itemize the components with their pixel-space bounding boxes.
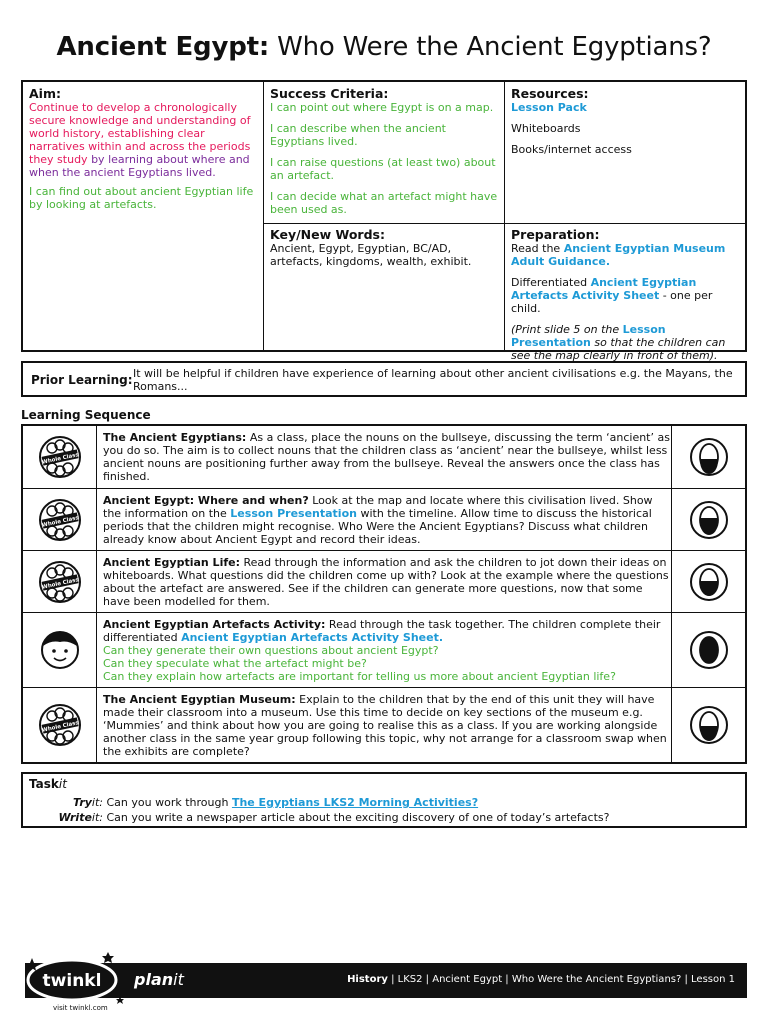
sequence-text xyxy=(103,693,671,758)
sequence-row xyxy=(23,551,745,613)
sequence-title: The Ancient Egyptian Museum: xyxy=(103,693,296,706)
try-text: Can you work through xyxy=(106,796,229,809)
prep-text: Read the xyxy=(511,242,561,255)
sequence-row xyxy=(23,489,745,551)
task-title-a: Task xyxy=(29,777,59,791)
planit-logo xyxy=(134,970,184,989)
task-title xyxy=(29,777,67,791)
preparation-cell xyxy=(505,225,745,372)
sequence-body: Look at the map and locate where this civilisation lived. Show the information on the xyxy=(103,494,653,520)
activity-sheet-link[interactable]: Ancient Egyptian Artefacts Activity Sheet. xyxy=(181,631,444,644)
keywords-text: Ancient, Egypt, Egyptian, BC/AD, artefacts, kingdoms, wealth, exhibit. xyxy=(270,242,472,268)
resources-heading: Resources: xyxy=(511,86,589,101)
prep-text: so that the children can see the map clearly in front of them). xyxy=(511,336,726,362)
badge-text: Whole Class xyxy=(40,576,79,591)
sequence-title: The Ancient Egyptians: xyxy=(103,431,247,444)
lesson-presentation-link[interactable]: Lesson Presentation xyxy=(230,507,357,520)
prior-label: Prior Learning: xyxy=(31,373,133,387)
sequence-text xyxy=(103,618,671,683)
resource-item: Books/internet access xyxy=(511,143,632,156)
write-text: Can you write a newspaper article about the exciting discovery of one of today’s artefacts? xyxy=(106,811,610,824)
logo-text: twinkl xyxy=(42,971,102,991)
aim-objective-focus: by learning about where and when the ancient Egyptians lived. xyxy=(29,153,250,179)
whole-class-icon xyxy=(23,426,97,488)
prep-text: - one per child. xyxy=(511,289,713,315)
differentiation-icon xyxy=(671,688,745,762)
title-rest: Who Were the Ancient Egyptians? xyxy=(277,32,712,62)
resources-cell xyxy=(505,84,745,166)
planning-table xyxy=(21,80,747,362)
aim-heading: Aim: xyxy=(29,86,61,101)
footer-breadcrumb xyxy=(347,974,735,985)
differentiation-icon xyxy=(671,613,745,687)
whole-class-icon xyxy=(23,688,97,762)
prior-text: It will be helpful if children have experience of learning about other ancient civilisations e.g. the Mayans, the Romans... xyxy=(133,367,733,393)
sequence-body: with the timeline. Allow time to discuss the historical periods that the children might recognise. Who Were the Ancient Egyptians? Discuss what children already know about Ancient Egypt and record their ideas. xyxy=(103,507,652,546)
prep-text: (Print slide 5 on the xyxy=(511,323,620,336)
sequence-question: Can they explain how artefacts are important for telling us more about ancient Egyptian life? xyxy=(103,670,616,683)
sequence-row xyxy=(23,688,745,762)
task-box xyxy=(21,772,747,828)
sequence-row xyxy=(23,426,745,489)
aim-objective: Continue to develop a chronologically secure knowledge and understanding of world history, establishing clear narratives within and across the periods they study xyxy=(29,101,251,166)
sequence-title: Ancient Egypt: Where and when? xyxy=(103,494,309,507)
sequence-question: Can they speculate what the artefact might be? xyxy=(103,657,367,670)
resource-item: Whiteboards xyxy=(511,122,581,135)
aim-cell xyxy=(23,84,263,221)
prep-text: Differentiated xyxy=(511,276,588,289)
sequence-title: Ancient Egyptian Life: xyxy=(103,556,240,569)
whole-class-icon xyxy=(23,489,97,550)
footer-subject: History xyxy=(347,974,388,985)
badge-text: Whole Class xyxy=(40,720,79,734)
preparation-heading: Preparation: xyxy=(511,227,600,242)
task-title-b: it xyxy=(58,777,67,791)
sequence-body: Read through the information and ask the children to jot down their ideas on whiteboards. What questions did the children come up with? Look at the example where the questions about the artefact are answered. See if the children can generate more questions, now that some have been modelled for them. xyxy=(103,556,669,608)
aim-statement: I can find out about ancient Egyptian life by looking at artefacts. xyxy=(29,185,254,211)
write-it-line xyxy=(29,811,609,824)
prep-link-guidance[interactable]: Ancient Egyptian Museum Adult Guidance. xyxy=(511,242,726,268)
sequence-text xyxy=(103,494,671,546)
success-item: I can decide what an artefact might have been used as. xyxy=(270,190,498,216)
success-criteria-cell xyxy=(264,84,504,226)
try-suffix: it: xyxy=(91,796,103,809)
badge-text: Whole Class xyxy=(40,452,79,466)
try-label: Try xyxy=(73,796,92,809)
write-suffix: it: xyxy=(91,811,103,824)
child-face-icon xyxy=(23,613,97,687)
learning-sequence-table xyxy=(21,424,747,764)
prep-link-presentation[interactable]: Lesson Presentation xyxy=(511,323,666,349)
planit-b: it xyxy=(173,970,184,989)
title-bold: Ancient Egypt: xyxy=(56,32,270,62)
sequence-question: Can they generate their own questions about ancient Egypt? xyxy=(103,644,439,657)
footer-crumbs: | LKS2 | Ancient Egypt | Who Were the Ancient Egyptians? | Lesson 1 xyxy=(391,974,735,985)
write-label: Write xyxy=(58,811,92,824)
differentiation-icon xyxy=(671,489,745,550)
learning-sequence-title: Learning Sequence xyxy=(21,408,151,422)
morning-activities-link[interactable]: The Egyptians LKS2 Morning Activities? xyxy=(231,796,479,809)
sequence-body: Explain to the children that by the end of this unit they will have made their classroom into a museum. Use this time to decide on key sections of the museum e.g. ‘Mummies’ and think about how you are going to realise this as a class. If you are working alongside another class in the same year group following this topic, why not arrange for a classroom swap when the exhibits are complete? xyxy=(103,693,667,758)
sequence-row xyxy=(23,613,745,688)
keywords-cell xyxy=(264,225,504,278)
differentiation-icon xyxy=(671,426,745,488)
differentiation-icon xyxy=(671,551,745,612)
page-title xyxy=(0,32,768,62)
prep-link-activity-sheet[interactable]: Ancient Egyptian Artefacts Activity Sheet xyxy=(511,276,697,302)
whole-class-icon xyxy=(23,551,97,612)
prior-learning-box xyxy=(21,361,747,397)
success-item: I can point out where Egypt is on a map. xyxy=(270,101,494,114)
sequence-title: Ancient Egyptian Artefacts Activity: xyxy=(103,618,326,631)
resource-link[interactable]: Lesson Pack xyxy=(511,101,587,114)
badge-text: Whole Class xyxy=(40,514,79,529)
success-heading: Success Criteria: xyxy=(270,86,389,101)
try-it-line xyxy=(29,796,478,809)
sequence-body: As a class, place the nouns on the bullseye, discussing the term ‘ancient’ as you do so. The aim is to collect nouns that the children class as ‘ancient’ near the bullseye, whilst less ancient nouns are positioning further away from the bullseye. Reveal the answers once the class has finished. xyxy=(103,431,670,483)
success-item: I can raise questions (at least two) about an artefact. xyxy=(270,156,496,182)
keywords-heading: Key/New Words: xyxy=(270,227,385,242)
sequence-body: Read through the task together. The children complete their differentiated xyxy=(103,618,661,644)
visit-text: visit twinkl.com xyxy=(53,1004,108,1012)
sequence-text xyxy=(103,556,671,608)
sequence-text xyxy=(103,431,671,483)
success-item: I can describe when the ancient Egyptians lived. xyxy=(270,122,446,148)
twinkl-logo xyxy=(20,950,130,1004)
planit-a: plan xyxy=(134,970,174,989)
